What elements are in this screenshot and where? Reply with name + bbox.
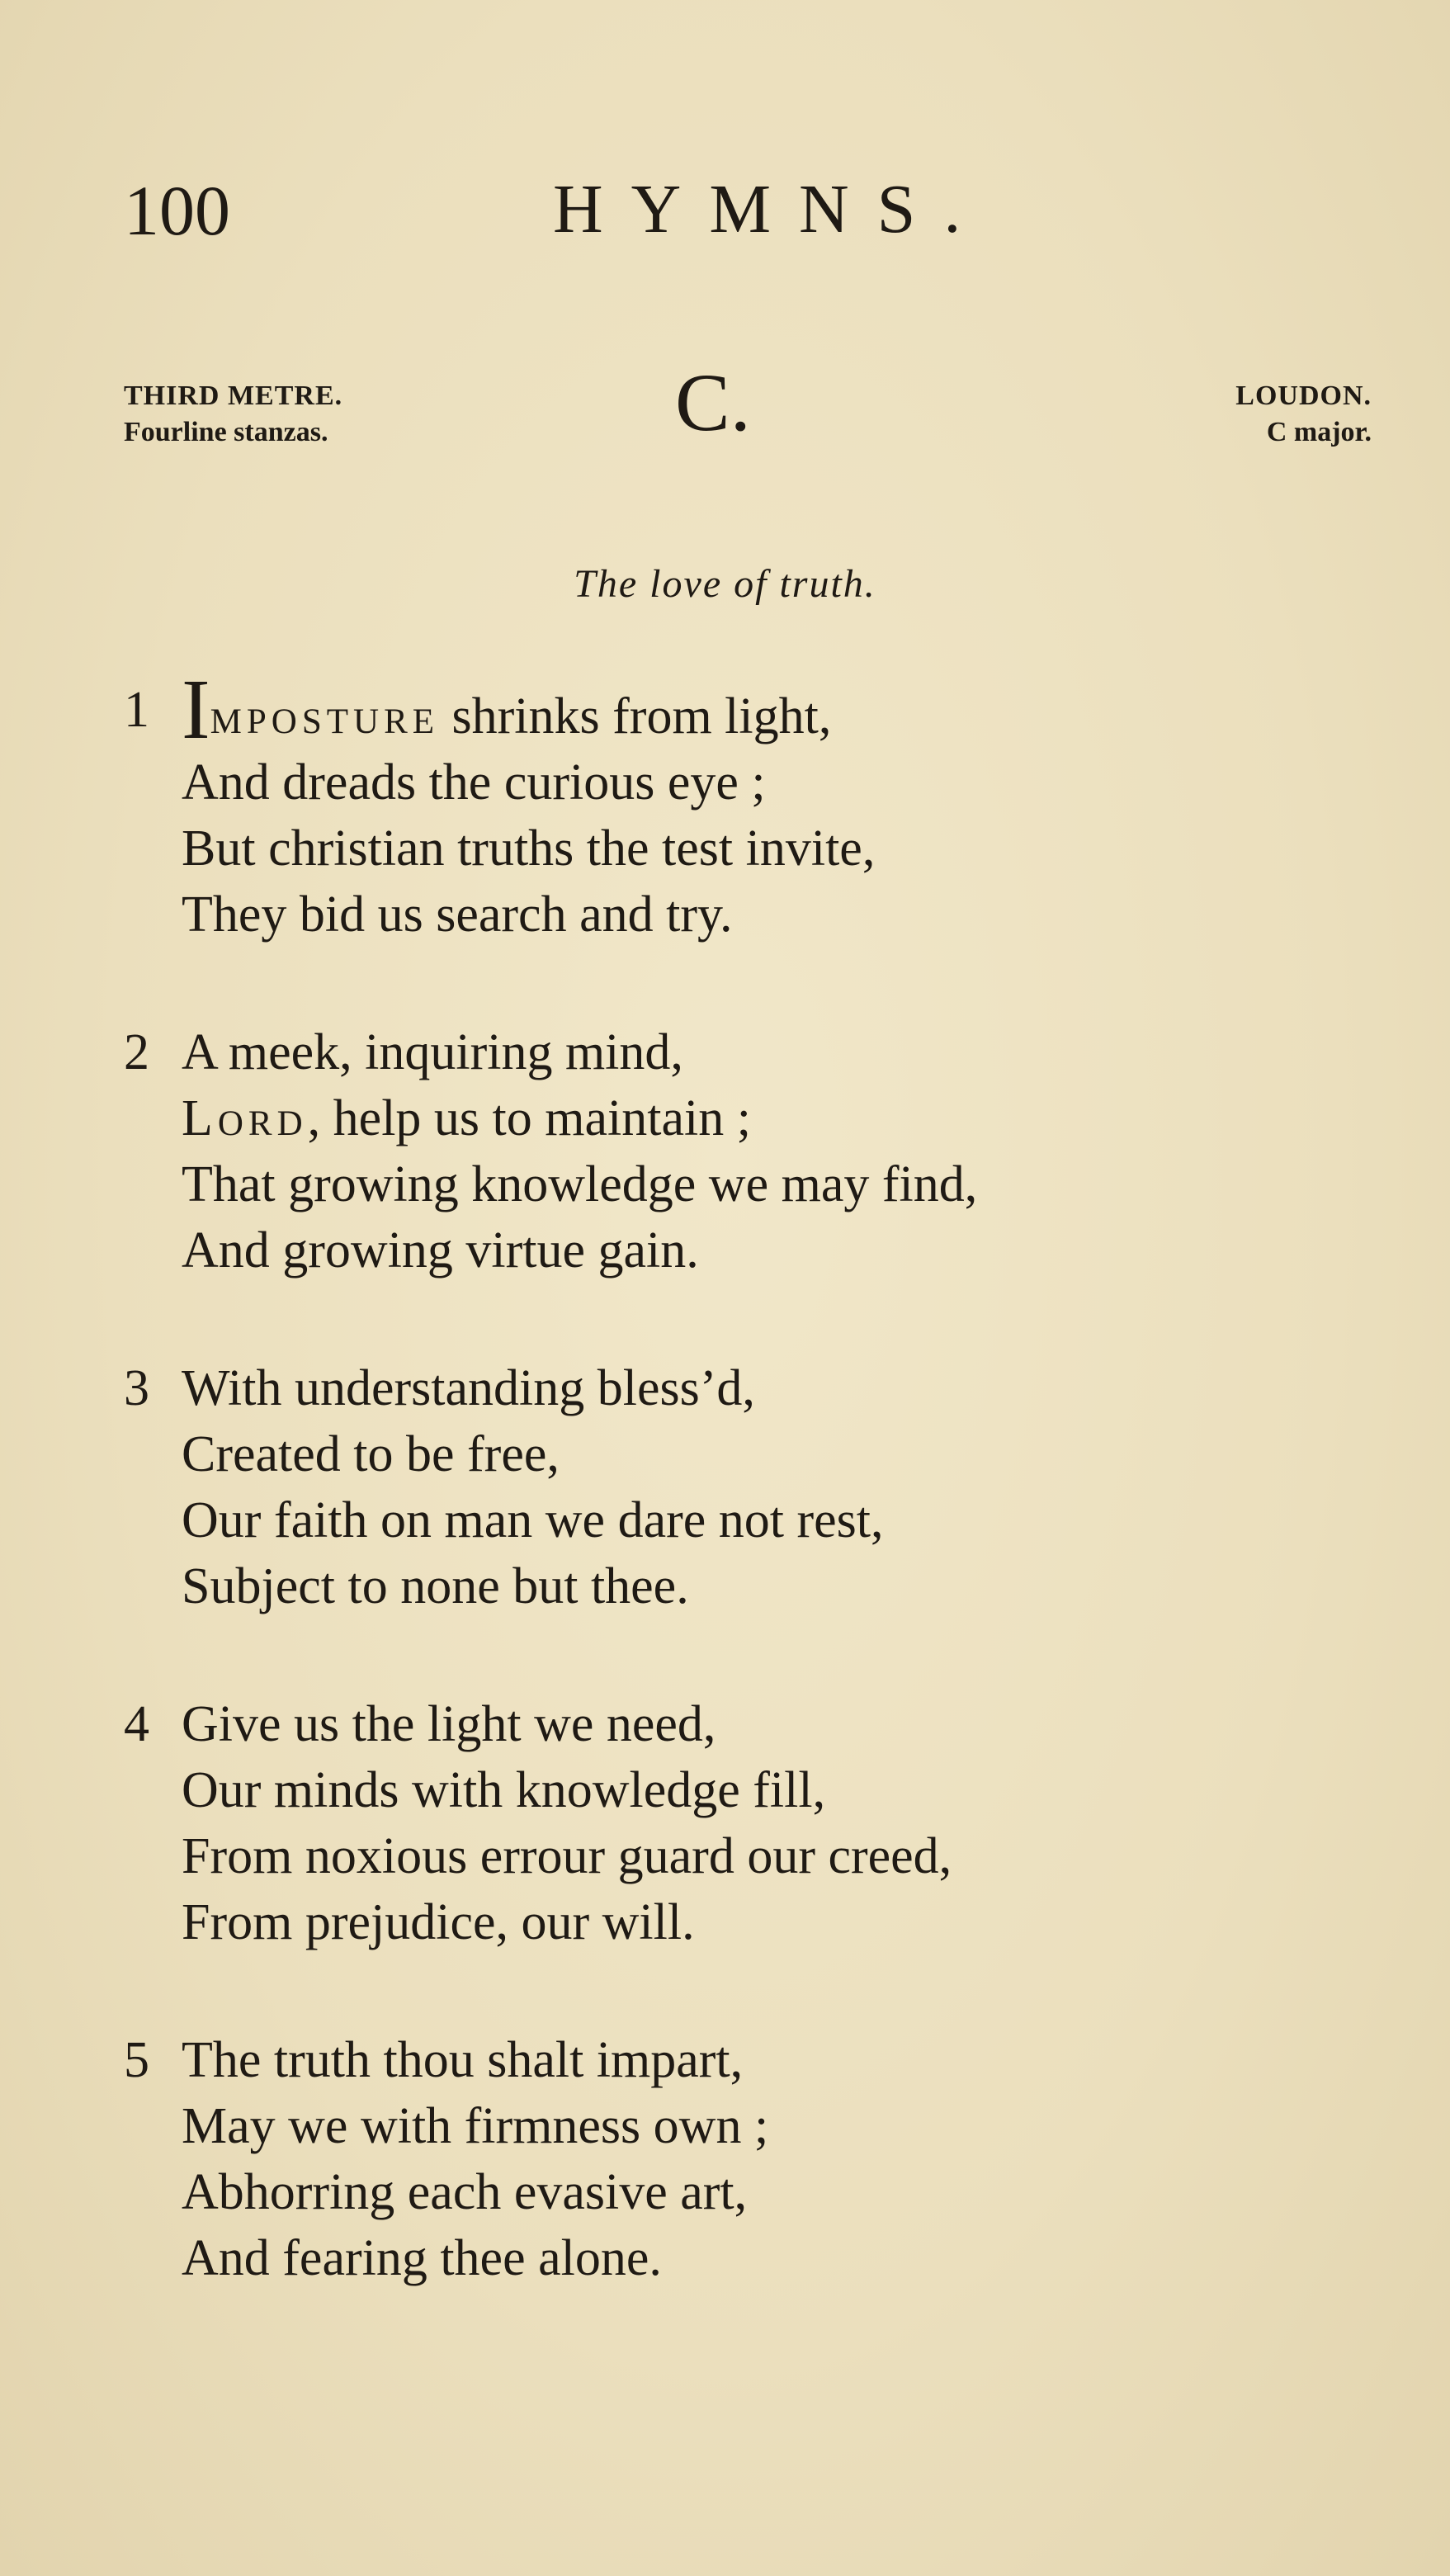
verse-line: The truth thou shalt impart, — [182, 2032, 744, 2088]
stanza-number: 2 — [124, 1024, 149, 1080]
stanza-number: 3 — [124, 1360, 149, 1416]
verse-line-rest: shrinks from light, — [439, 688, 832, 744]
tune-key: C major. — [1266, 417, 1372, 447]
verse-line: Abhorring each evasive art, — [182, 2164, 748, 2220]
verse-line: But christian truths the test invite, — [182, 820, 876, 877]
hymn-verses — [124, 662, 1403, 2363]
verse-line: And fearing thee alone. — [182, 2230, 662, 2286]
stanza-number: 5 — [124, 2032, 149, 2088]
tune-name: LOUDON. — [1235, 380, 1372, 411]
verse-line — [124, 662, 1403, 757]
stanza-2 — [124, 1019, 1403, 1283]
hymn-letter: C. — [675, 357, 751, 448]
stanza-4 — [124, 1691, 1403, 1955]
stanza-5 — [124, 2027, 1403, 2291]
verse-line: They bid us search and try. — [182, 886, 733, 943]
hymn-title: The love of truth. — [574, 562, 876, 606]
running-head: HYMNS. — [553, 171, 989, 248]
verse-line: Give us the light we need, — [182, 1696, 716, 1752]
smallcaps-word: mposture — [210, 688, 440, 744]
verse-line: That growing knowledge we may find, — [182, 1156, 978, 1212]
verse-line: From prejudice, our will. — [182, 1894, 695, 1950]
stanza-number: 1 — [124, 682, 149, 738]
metre-info — [124, 378, 342, 451]
verse-line: Our minds with knowledge fill, — [182, 1762, 826, 1818]
verse-line: Our faith on man we dare not rest, — [182, 1492, 884, 1548]
smallcaps-word: Lord — [182, 1090, 308, 1146]
metre-label: THIRD METRE. — [124, 380, 343, 411]
verse-line: From noxious errour guard our creed, — [182, 1828, 952, 1884]
verse-line: Subject to none but thee. — [182, 1558, 689, 1614]
tune-info — [1235, 378, 1372, 451]
verse-line: And dreads the curious eye ; — [182, 754, 766, 811]
verse-line: And growing virtue gain. — [182, 1222, 699, 1279]
verse-line-rest: , help us to maintain ; — [307, 1090, 751, 1146]
verse-line — [124, 1085, 1403, 1151]
verse-line: May we with firmness own ; — [182, 2098, 769, 2154]
stanza-1 — [124, 662, 1403, 948]
stanza-form-label: Fourline stanzas. — [124, 417, 328, 447]
stanza-3 — [124, 1355, 1403, 1619]
page-number: 100 — [124, 171, 230, 250]
drop-initial: I — [182, 662, 210, 757]
verse-line: With understanding bless’d, — [182, 1360, 755, 1416]
verse-line: A meek, inquiring mind, — [182, 1024, 683, 1080]
stanza-number: 4 — [124, 1696, 149, 1752]
verse-line: Created to be free, — [182, 1426, 560, 1482]
